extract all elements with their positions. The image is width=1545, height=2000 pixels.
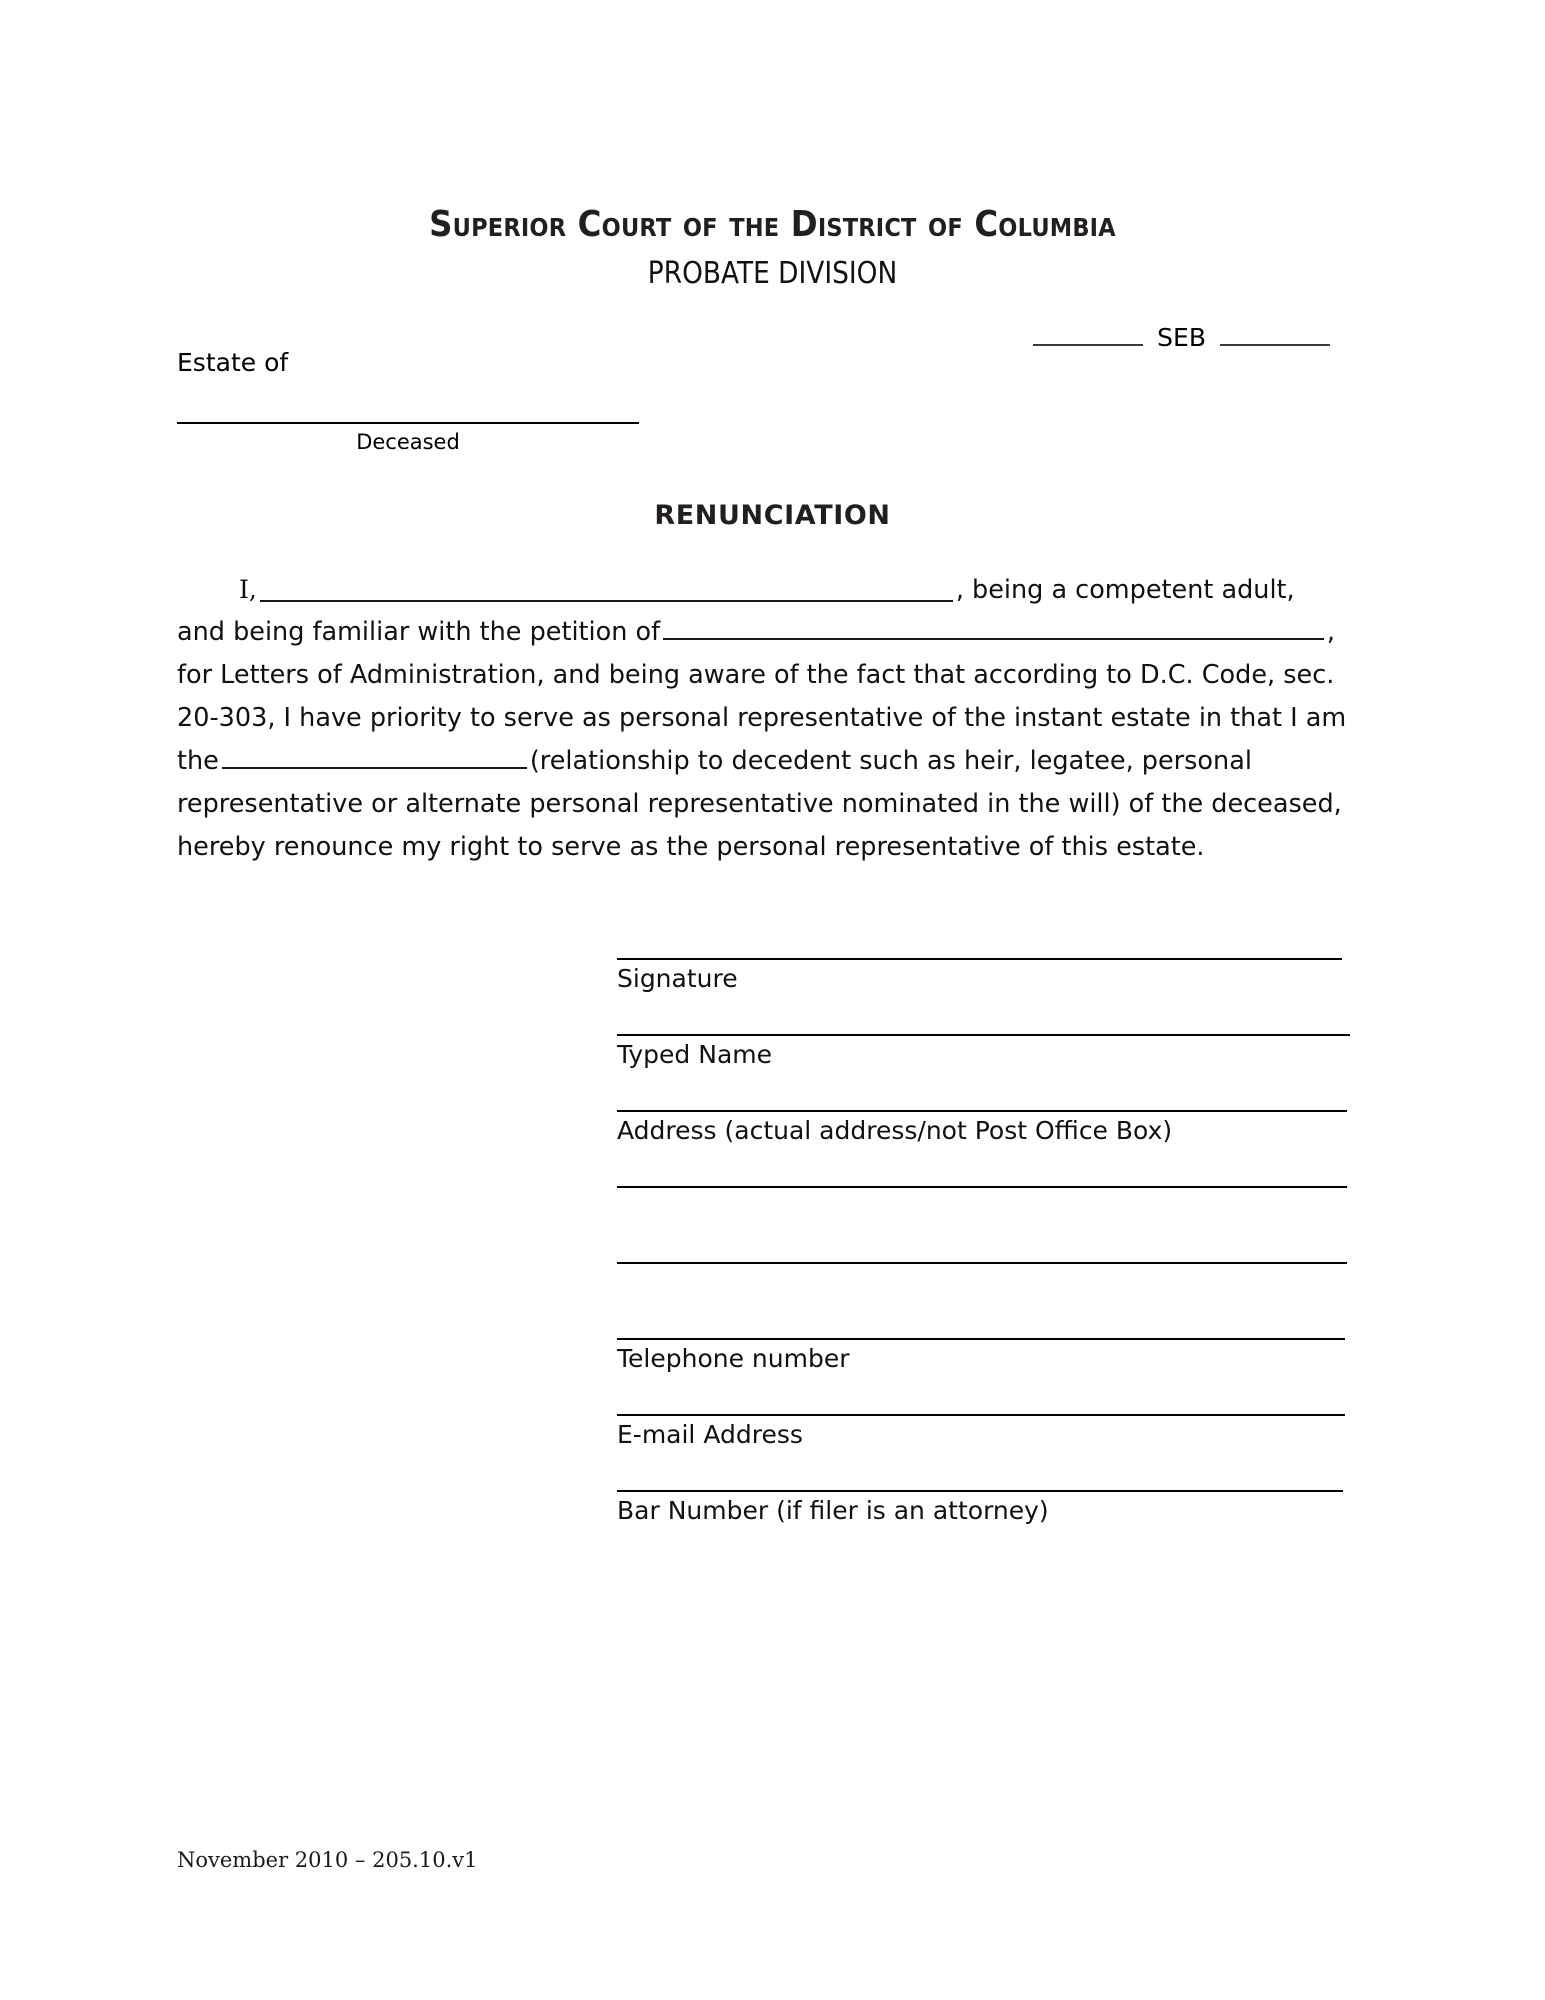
declarant-name-blank[interactable] (260, 575, 953, 602)
relationship-blank[interactable] (222, 742, 527, 769)
body-line-7-text: hereby renounce my right to serve as the personal representative of this estate. (177, 832, 1205, 862)
body-line-1-post: , being a competent adult, (955, 575, 1295, 605)
signature-field-spacer (617, 1300, 1357, 1338)
signature-field-row (617, 1262, 1357, 1300)
signature-label: Signature (617, 964, 738, 993)
body-line-7 (177, 826, 1335, 869)
signature-field-row (617, 1338, 1357, 1376)
signature-field-row (617, 1414, 1357, 1452)
body-line-2-pre: and being familiar with the petition of (177, 617, 661, 647)
signature-field-row (617, 1034, 1357, 1072)
signature-field-spacer (617, 996, 1357, 1034)
division-title: PROBATE DIVISION (647, 256, 898, 291)
body-line-2-post: , (1326, 617, 1335, 647)
form-revision-footer: November 2010 – 205.10.v1 (177, 1848, 478, 1872)
body-line-1-pre: I, (239, 575, 257, 604)
body-line-5-post: (relationship to decedent such as heir, legatee, personal (529, 746, 1252, 776)
body-line-5 (177, 740, 1335, 783)
signature-field-spacer (617, 1376, 1357, 1414)
estate-of-label: Estate of (177, 348, 289, 377)
signature-block (617, 958, 1357, 1528)
page-title: RENUNCIATION (654, 500, 891, 531)
signature-field-row (617, 1490, 1357, 1528)
body-line-1-start (177, 568, 1295, 612)
petitioner-name-blank[interactable] (663, 613, 1324, 640)
body-line-3 (177, 654, 1335, 697)
signature-field-row (617, 1110, 1357, 1148)
e-mail-address-label: E-mail Address (617, 1420, 803, 1449)
body-line-5-pre: the (177, 746, 219, 776)
seb-prefix-blank[interactable] (1033, 322, 1143, 346)
address-continuation-4-label (617, 1264, 1357, 1300)
signature-field-spacer (617, 1224, 1357, 1262)
telephone-number-label: Telephone number (617, 1344, 850, 1373)
body-line-6-text: representative or alternate personal representative nominated in the will) of the deceased, (177, 789, 1342, 819)
address-actual-address-not-post-office-box-label: Address (actual address/not Post Office Box) (617, 1116, 1173, 1145)
renunciation-body (177, 568, 1347, 869)
typed-name-label: Typed Name (617, 1040, 772, 1069)
signature-field-row (617, 958, 1357, 996)
signature-field-spacer (617, 1072, 1357, 1110)
body-line-3-text: for Letters of Administration, and being aware of the fact that according to D.C. Code, sec. (177, 660, 1335, 690)
deceased-label: Deceased (356, 430, 460, 454)
court-title: Superior Court of the District of Columbia (429, 204, 1116, 245)
body-line-4 (177, 697, 1347, 740)
seb-suffix-blank[interactable] (1220, 322, 1330, 346)
body-line-2 (177, 611, 1335, 654)
seb-case-number-row (980, 322, 1330, 352)
body-line-6 (177, 783, 1342, 826)
body-line-1 (177, 568, 1335, 611)
signature-field-row (617, 1186, 1357, 1224)
address-continuation-3-label (617, 1188, 1357, 1224)
decedent-name-blank[interactable] (177, 422, 639, 424)
body-line-4-text: 20-303, I have priority to serve as personal representative of the instant estate in that I am (177, 703, 1347, 733)
seb-label: SEB (1157, 323, 1206, 352)
bar-number-if-filer-is-an-attorney-label: Bar Number (if filer is an attorney) (617, 1496, 1049, 1525)
signature-field-spacer (617, 1452, 1357, 1490)
signature-field-spacer (617, 1148, 1357, 1186)
